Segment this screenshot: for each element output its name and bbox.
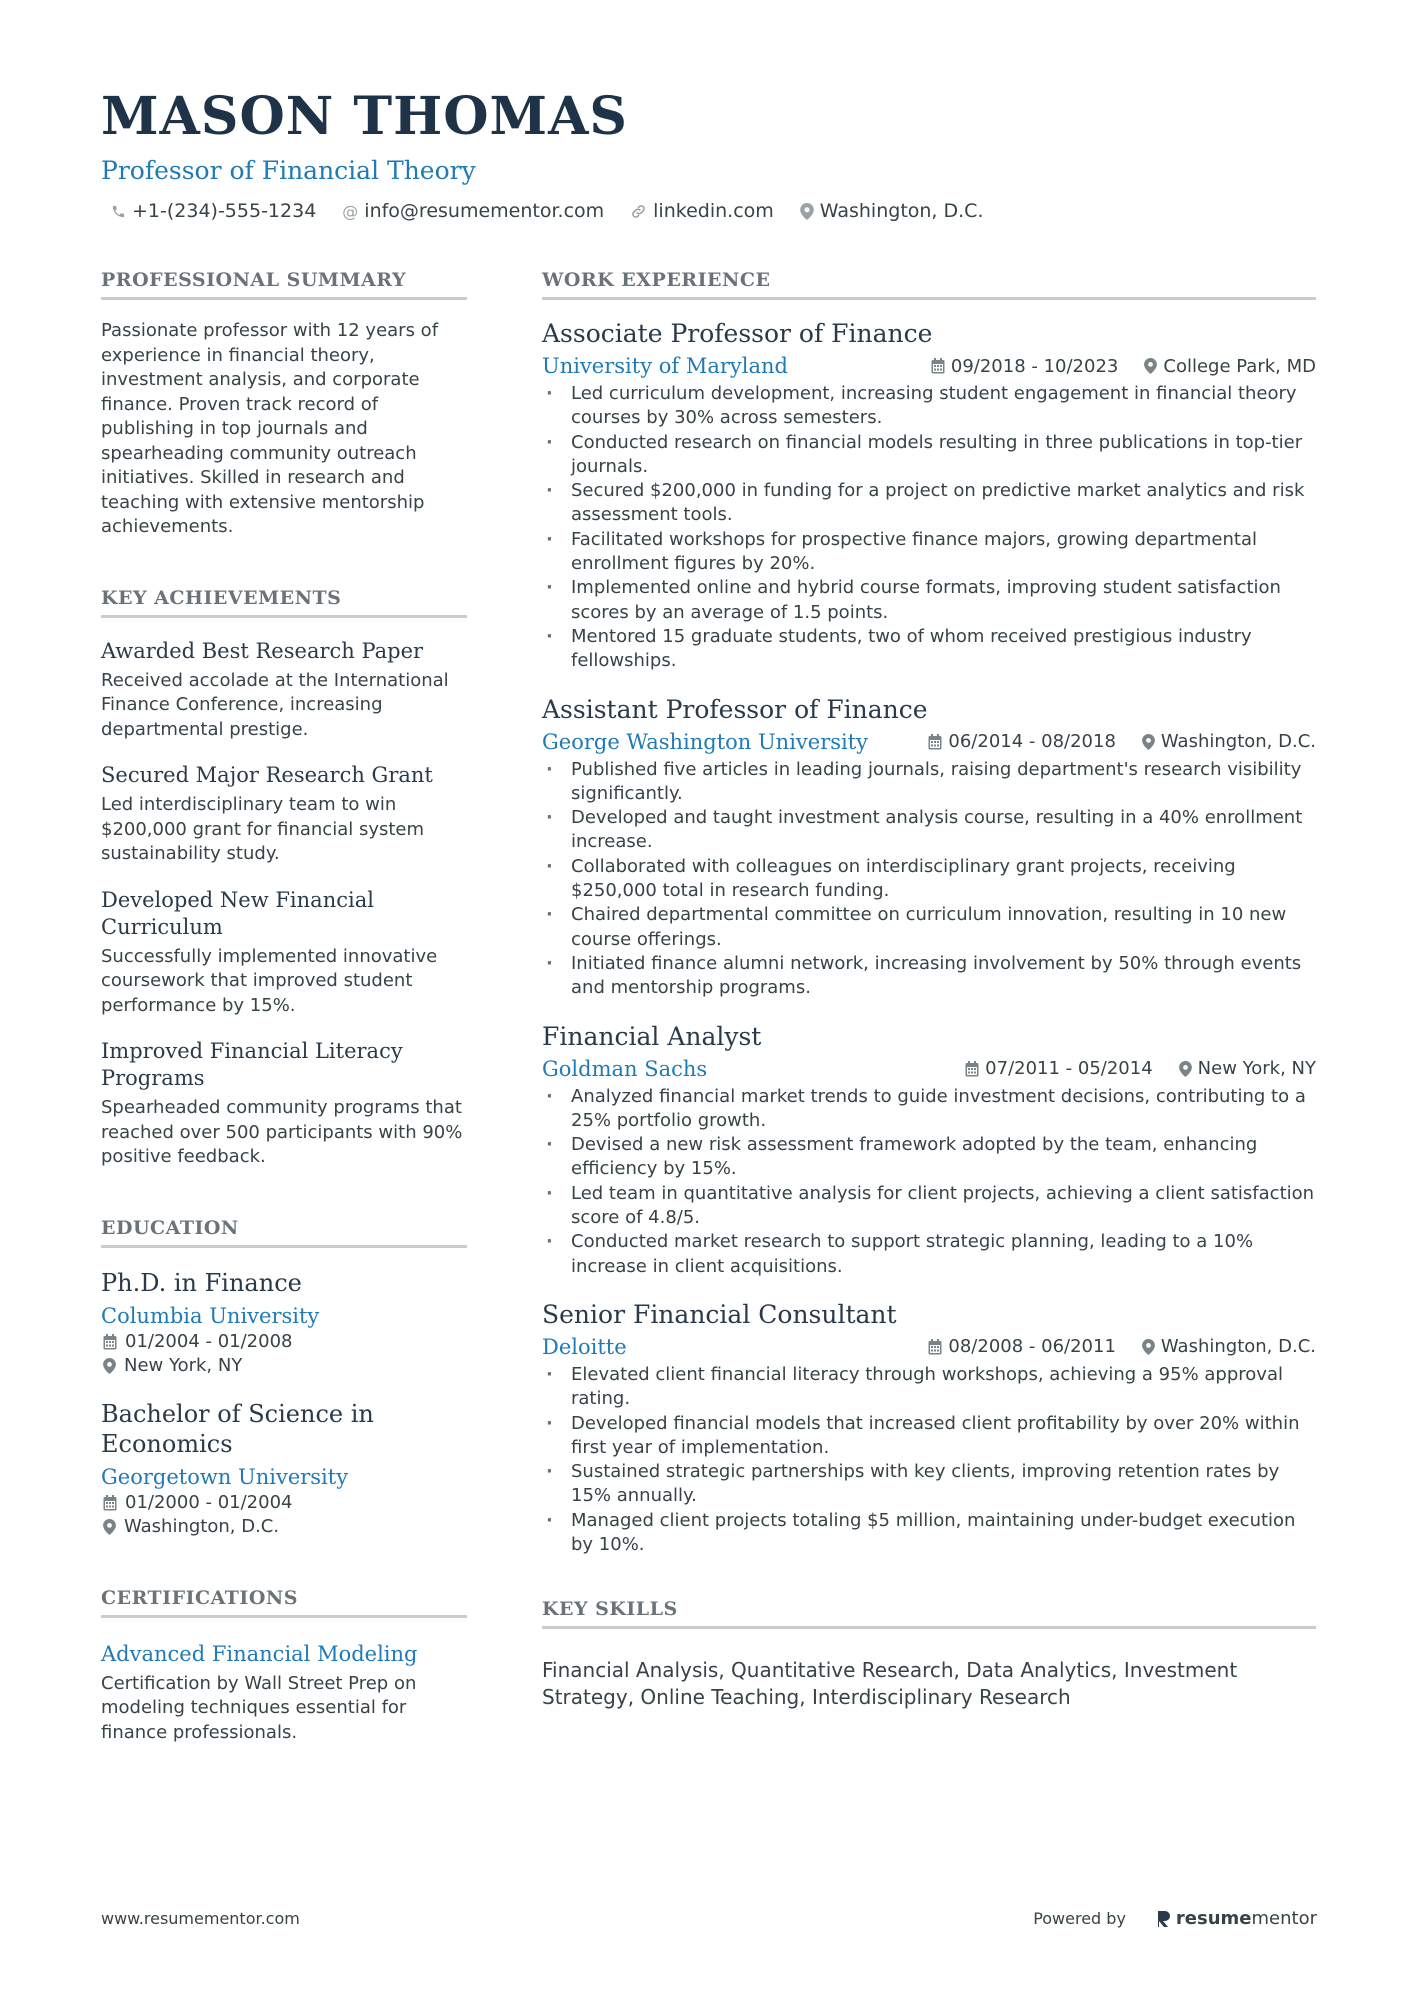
job-dates-text: 07/2011 - 05/2014 [985,1058,1153,1080]
phone-icon [111,204,126,219]
job-entry [542,1299,1316,1557]
achievement-item [101,887,467,1019]
job-company: University of Maryland [542,354,788,378]
certifications-heading: CERTIFICATIONS [101,1586,467,1618]
job-title: Financial Analyst [542,1021,762,1051]
achievements-heading: KEY ACHIEVEMENTS [101,586,467,618]
achievement-title: Developed New Financial Curriculum [101,887,374,939]
achievement-desc: Successfully implemented innovative coursework that improved student performance by 15%. [101,945,438,1016]
education-item [101,1268,467,1379]
job-bullet: · Published five articles in leading journals, raising department's research visibility significantly. [542,758,1316,807]
education-dates-text: 01/2000 - 01/2004 [125,1491,293,1513]
achievement-desc: Led interdisciplinary team to win $200,000 grant for financial system sustainability study. [101,794,425,864]
job-dates-text: 09/2018 - 10/2023 [950,355,1119,377]
achievement-item [101,638,467,743]
job-company: Deloitte [542,1334,627,1359]
email-text: info@resumementor.com [364,200,605,222]
job-bullet: · Devised a new risk assessment framework adopted by the team, enhancing efficiency by 15%. [542,1133,1316,1182]
calendar-icon [931,358,945,374]
job-entry [542,1021,1316,1279]
education-school: Columbia University [101,1303,320,1328]
summary-heading: PROFESSIONAL SUMMARY [101,268,467,300]
skills-section [542,1597,1316,1710]
contact-linkedin[interactable] [630,200,774,222]
brand-name-light: mentor [1251,1908,1317,1929]
education-dates-text: 01/2004 - 01/2008 [125,1330,293,1352]
job-bullet: · Analyzed financial market trends to guide investment decisions, contributing to a 25% portfolio growth. [542,1085,1316,1134]
job-dates [931,356,1119,377]
job-bullet: · Conducted market research to support strategic planning, leading to a 10% increase in client acquisitions. [542,1230,1316,1279]
left-column [101,268,467,1745]
job-bullet: · Elevated client financial literacy through workshops, achieving a 95% approval rating. [542,1363,1316,1412]
achievement-title: Secured Major Research Grant [101,763,433,787]
location-text: Washington, D.C. [819,200,984,222]
job-header-line [542,1055,1316,1083]
phone-text: +1-(234)-555-1234 [132,200,317,222]
contact-bar [111,200,1317,222]
education-section [101,1216,467,1540]
education-degree: Bachelor of Science in Economics [101,1399,374,1458]
education-location-text: Washington, D.C. [124,1516,280,1537]
achievements-section [101,586,467,1170]
calendar-icon [965,1061,979,1077]
job-title: Assistant Professor of Finance [542,694,928,724]
job-dates-text: 06/2014 - 08/2018 [948,731,1116,753]
job-bullet-list [542,1363,1316,1557]
job-location-text: New York, NY [1197,1058,1316,1080]
job-bullet: · Developed and taught investment analysis course, resulting in a 40% enrollment increase. [542,806,1316,855]
job-title: Senior Financial Consultant [542,1299,897,1329]
job-location [1142,731,1316,752]
contact-location [800,200,984,222]
calendar-icon [103,1334,117,1350]
job-bullet: · Conducted research on financial models resulting in three publications in top-tier journals. [542,431,1316,480]
footer-url[interactable]: www.resumementor.com [101,1909,300,1928]
education-location [103,1354,467,1379]
link-icon [630,203,647,220]
summary-text: Passionate professor with 12 years of experience in financial theory, investment analysis, and corporate finance. Proven track record of publishing in top journals and spearheading community outreach initiatives. Skilled in research and teaching with extensive mentorship achievements. [101,320,439,537]
job-bullet: · Led curriculum development, increasing student engagement in financial theory courses by 30% across semesters. [542,382,1316,431]
job-bullet: · Led team in quantitative analysis for client projects, achieving a client satisfaction score of 4.8/5. [542,1182,1316,1231]
job-bullet: · Initiated finance alumni network, increasing involvement by 50% through events and mentorship programs. [542,952,1316,1001]
experience-heading: WORK EXPERIENCE [542,268,1316,300]
achievement-desc: Spearheaded community programs that reached over 500 participants with 90% positive feedback. [101,1097,463,1167]
job-entry [542,694,1316,1001]
contact-phone[interactable] [111,200,316,222]
achievement-title: Awarded Best Research Paper [101,638,424,663]
job-location [1179,1058,1316,1079]
job-dates [965,1058,1153,1079]
education-location [103,1515,467,1540]
job-title: Associate Professor of Finance [542,319,933,348]
job-bullet: · Secured $200,000 in funding for a project on predictive market analytics and risk assessment tools. [542,479,1316,528]
job-dates-text: 08/2008 - 06/2011 [948,1336,1116,1358]
achievement-title: Improved Financial Literacy Programs [101,1039,403,1090]
brand-mark-icon [1156,1909,1172,1929]
job-bullet: · Chaired departmental committee on curriculum innovation, resulting in 10 new course offerings. [542,903,1316,952]
footer [101,1908,1317,1929]
education-degree: Ph.D. in Finance [101,1268,302,1297]
contact-email[interactable] [342,200,604,222]
job-bullet: · Sustained strategic partnerships with key clients, improving retention rates by 15% annually. [542,1460,1316,1509]
job-location [1142,1336,1316,1357]
job-bullet: · Implemented online and hybrid course formats, improving student satisfaction scores by an average of 1.5 points. [542,576,1316,625]
location-pin-icon [1179,1061,1192,1077]
education-school: Georgetown University [101,1464,349,1489]
certifications-section [101,1586,467,1746]
at-icon: @ [342,201,359,221]
job-bullet-list [542,758,1316,1001]
candidate-title: Professor of Financial Theory [101,156,476,185]
job-bullet: · Mentored 15 graduate students, two of whom received prestigious industry fellowships. [542,625,1316,674]
calendar-icon [103,1495,117,1511]
job-bullet: · Developed financial models that increased client profitability by over 20% within first year of implementation. [542,1412,1316,1461]
certification-title: Advanced Financial Modeling [101,1641,418,1666]
education-heading: EDUCATION [101,1216,467,1248]
resume-page [101,84,1317,1743]
job-location-text: Washington, D.C. [1160,731,1316,753]
candidate-name: MASON THOMAS [101,86,628,147]
job-bullet-list [542,382,1316,674]
linkedin-text: linkedin.com [653,200,774,222]
job-location-text: College Park, MD [1163,355,1316,377]
location-pin-icon [1142,1339,1155,1355]
skills-text: Financial Analysis, Quantitative Research, Data Analytics, Investment Strategy, Online Teaching, Interdisciplinary Research [542,1658,1238,1709]
education-dates [103,1330,467,1355]
brand-name-bold: resume [1175,1908,1252,1929]
resume-columns [101,268,1317,1745]
summary-section [101,268,467,540]
job-location-text: Washington, D.C. [1160,1336,1316,1358]
powered-by-text: Powered by [1033,1909,1126,1928]
right-column [542,268,1316,1745]
brand-logo[interactable] [1156,1908,1317,1929]
education-item [101,1399,467,1540]
certification-desc: Certification by Wall Street Prep on modeling techniques essential for finance professionals. [101,1672,417,1743]
education-location-text: New York, NY [124,1355,243,1376]
job-bullet: · Facilitated workshops for prospective finance majors, growing departmental enrollment figures by 20%. [542,528,1316,577]
achievement-item [101,1038,467,1170]
achievement-desc: Received accolade at the International Finance Conference, increasing departmental prestige. [101,669,449,740]
calendar-icon [928,734,942,750]
job-dates [928,731,1116,752]
location-pin-icon [800,203,814,220]
achievement-item [101,762,467,867]
job-bullet-list [542,1085,1316,1279]
job-header-line [542,728,1316,756]
job-bullet: · Managed client projects totaling $5 million, maintaining under-budget execution by 10%. [542,1509,1316,1558]
skills-heading: KEY SKILLS [542,1597,1316,1629]
job-entry [542,318,1316,674]
job-header-line [542,1333,1316,1361]
job-list [542,318,1316,1557]
job-dates [928,1336,1116,1357]
location-pin-icon [103,1358,116,1374]
calendar-icon [928,1339,942,1355]
job-company: Goldman Sachs [542,1056,708,1081]
job-location [1144,356,1316,377]
job-company: George Washington University [542,729,869,754]
location-pin-icon [103,1519,116,1535]
location-pin-icon [1144,358,1157,374]
education-dates [103,1491,467,1516]
job-bullet: · Collaborated with colleagues on interdisciplinary grant projects, receiving $250,000 total in research funding. [542,855,1316,904]
job-header-line [542,352,1316,380]
location-pin-icon [1142,734,1155,750]
